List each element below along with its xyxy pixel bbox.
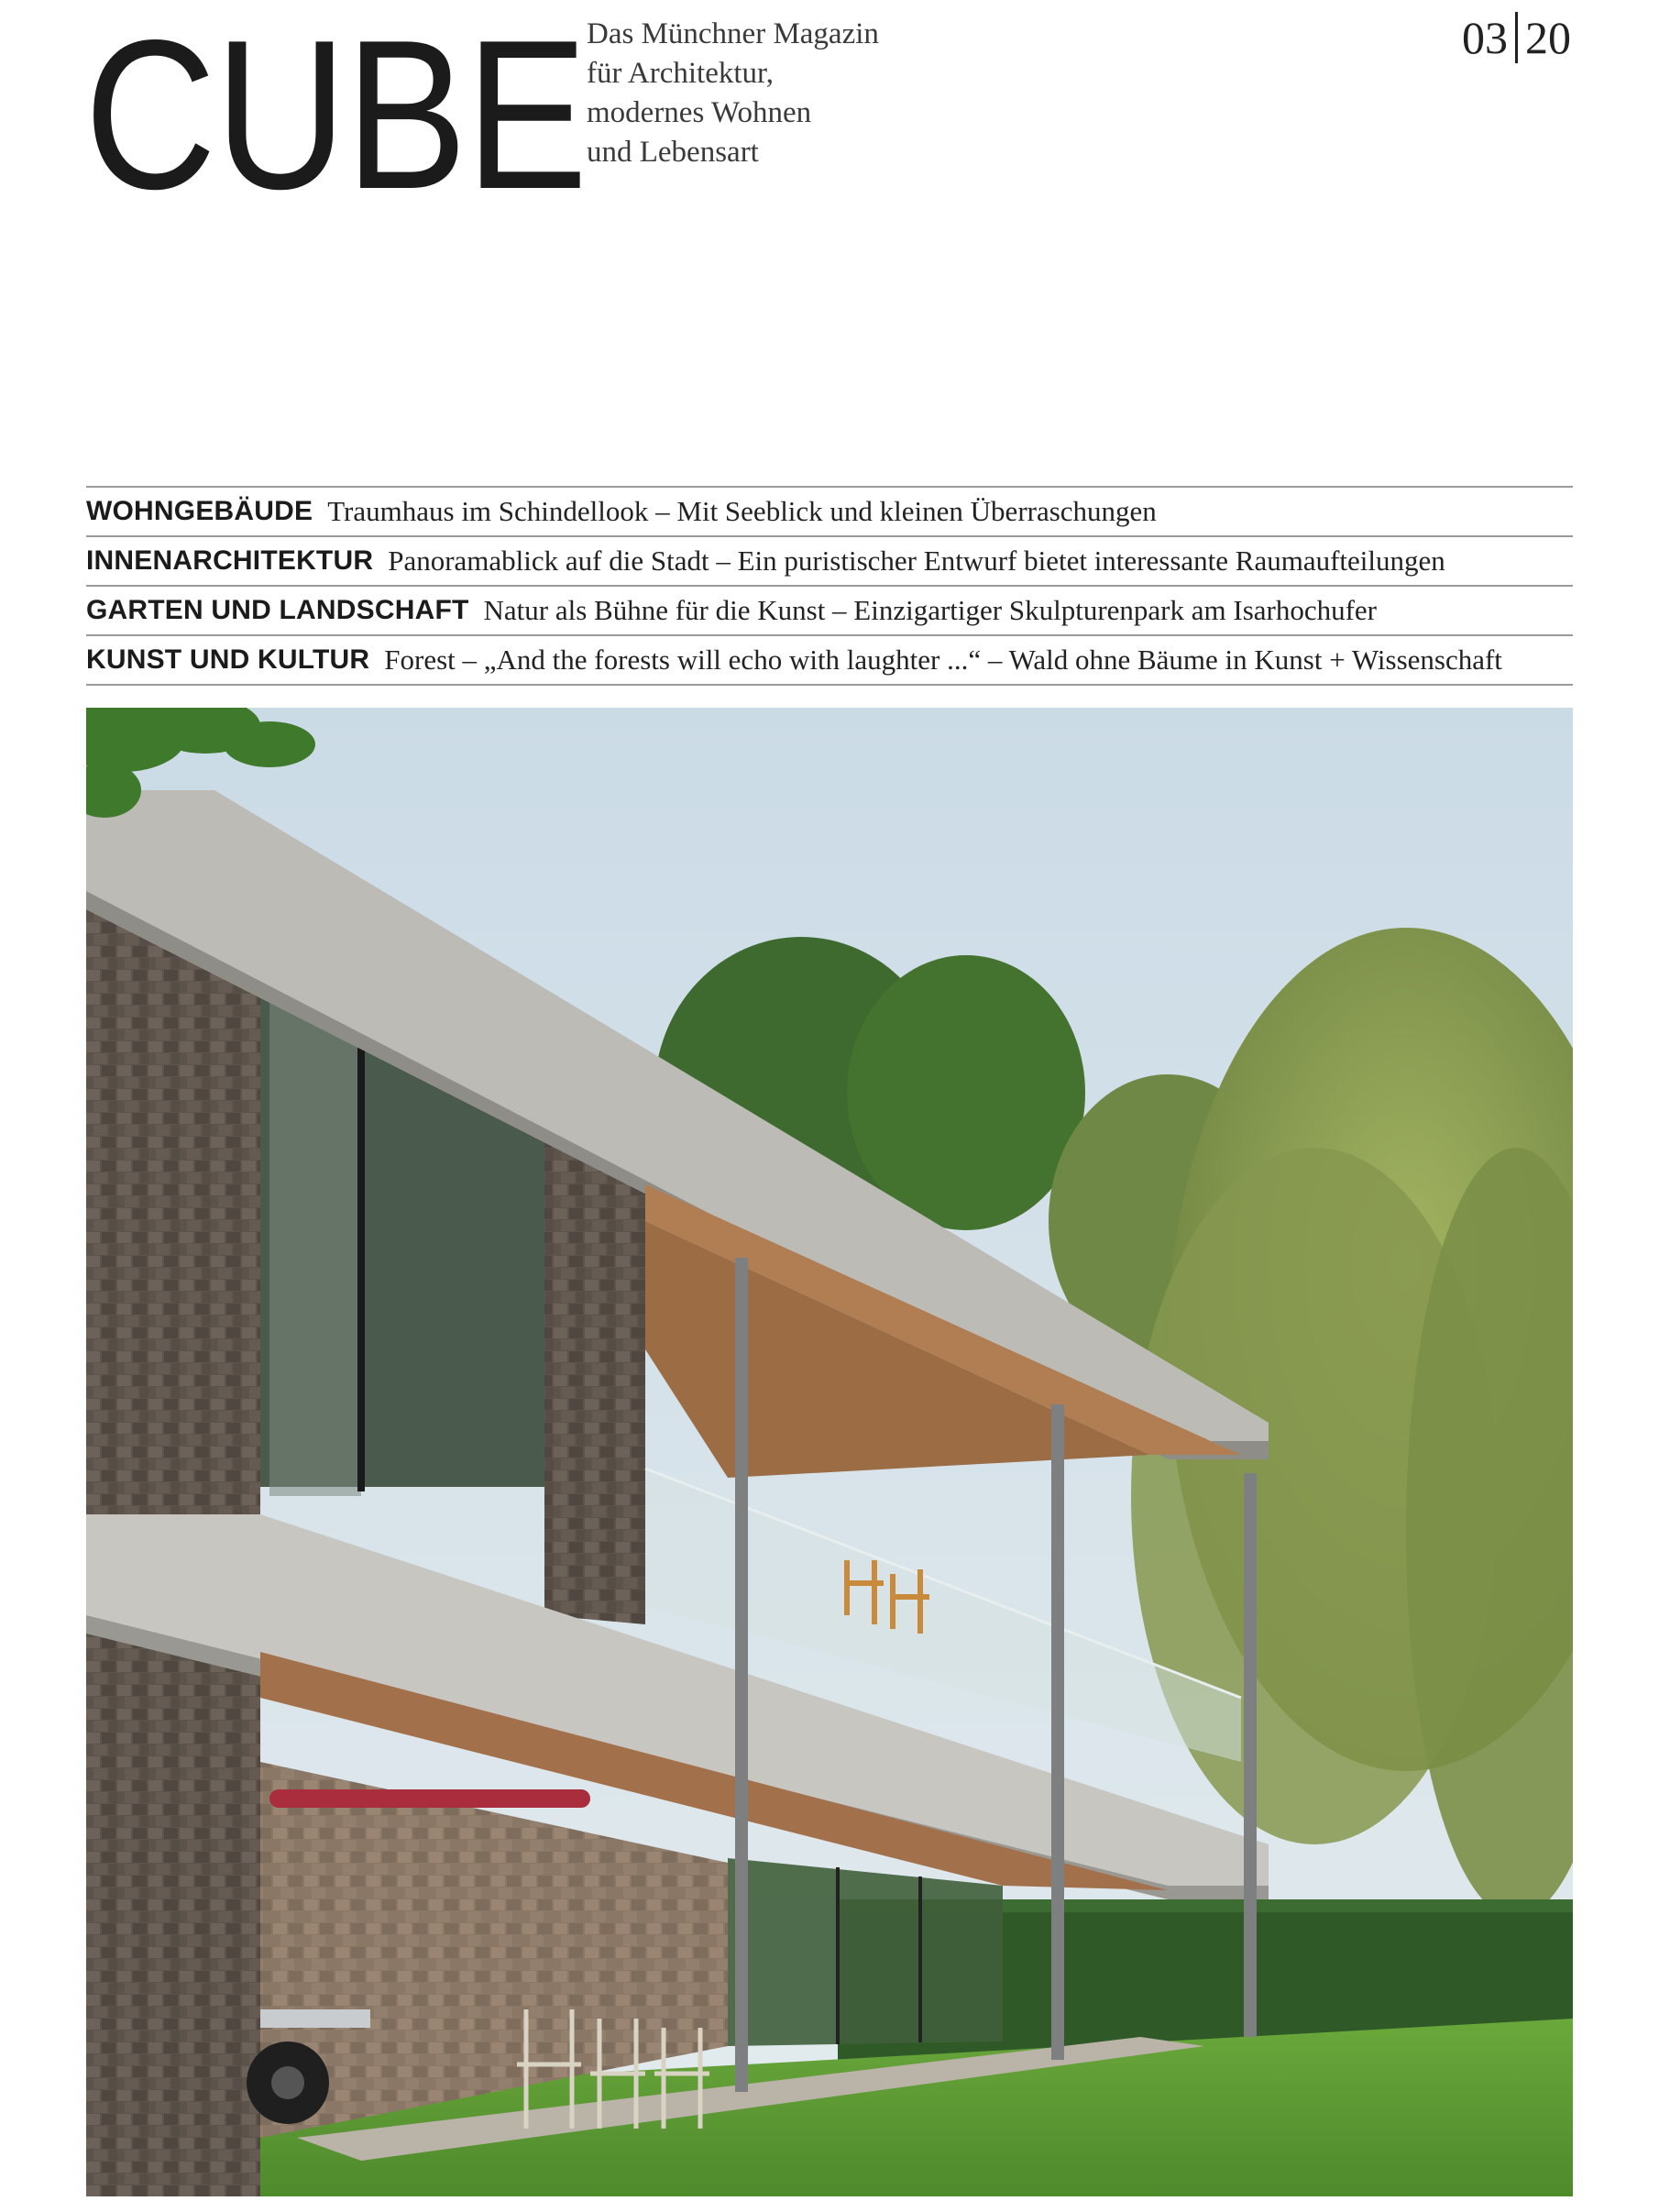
toc-row-kunst — [86, 636, 1573, 686]
toc-headline: Traumhaus im Schindellook – Mit Seeblick und kleinen Überraschungen — [327, 495, 1157, 527]
tagline-line-3: modernes Wohnen — [587, 96, 812, 129]
issue-number-value: 03 — [1462, 12, 1508, 63]
shingle-column — [544, 1111, 645, 1624]
toc-headline: Natur als Bühne für die Kunst – Einzigartiger Skulpturenpark am Isarhochufer — [483, 594, 1378, 626]
tagline-line-4: und Lebensart — [587, 136, 759, 169]
toc-headline: Forest – „And the forests will echo with laughter ...“ – Wald ohne Bäume in Kunst + Wissenschaft — [384, 644, 1502, 676]
table-of-contents — [86, 486, 1573, 686]
tagline-line-1: Das Münchner Magazin — [587, 17, 879, 50]
magazine-title: CUBE — [84, 0, 587, 234]
tagline-line-2: für Architektur, — [587, 57, 774, 90]
toc-row-garten — [86, 587, 1573, 636]
surfboard — [269, 1789, 590, 1808]
toc-category: INNENARCHITEKTUR — [86, 545, 374, 576]
magazine-tagline — [587, 15, 972, 172]
toc-category: WOHNGEBÄUDE — [86, 496, 313, 526]
toc-row-wohngebaeude — [86, 488, 1573, 537]
issue-number — [1462, 11, 1571, 64]
toc-category: GARTEN UND LANDSCHAFT — [86, 595, 469, 625]
issue-divider — [1515, 12, 1518, 63]
cover-photo — [86, 708, 1573, 2196]
house-illustration — [86, 708, 1573, 2196]
lower-glazing — [728, 1858, 1003, 2046]
issue-year-value: 20 — [1525, 12, 1571, 63]
toc-headline: Panoramablick auf die Stadt – Ein puristischer Entwurf bietet interessante Raumaufteilungen — [388, 545, 1445, 577]
toc-row-innenarchitektur — [86, 537, 1573, 587]
toc-category: KUNST UND KULTUR — [86, 644, 370, 675]
